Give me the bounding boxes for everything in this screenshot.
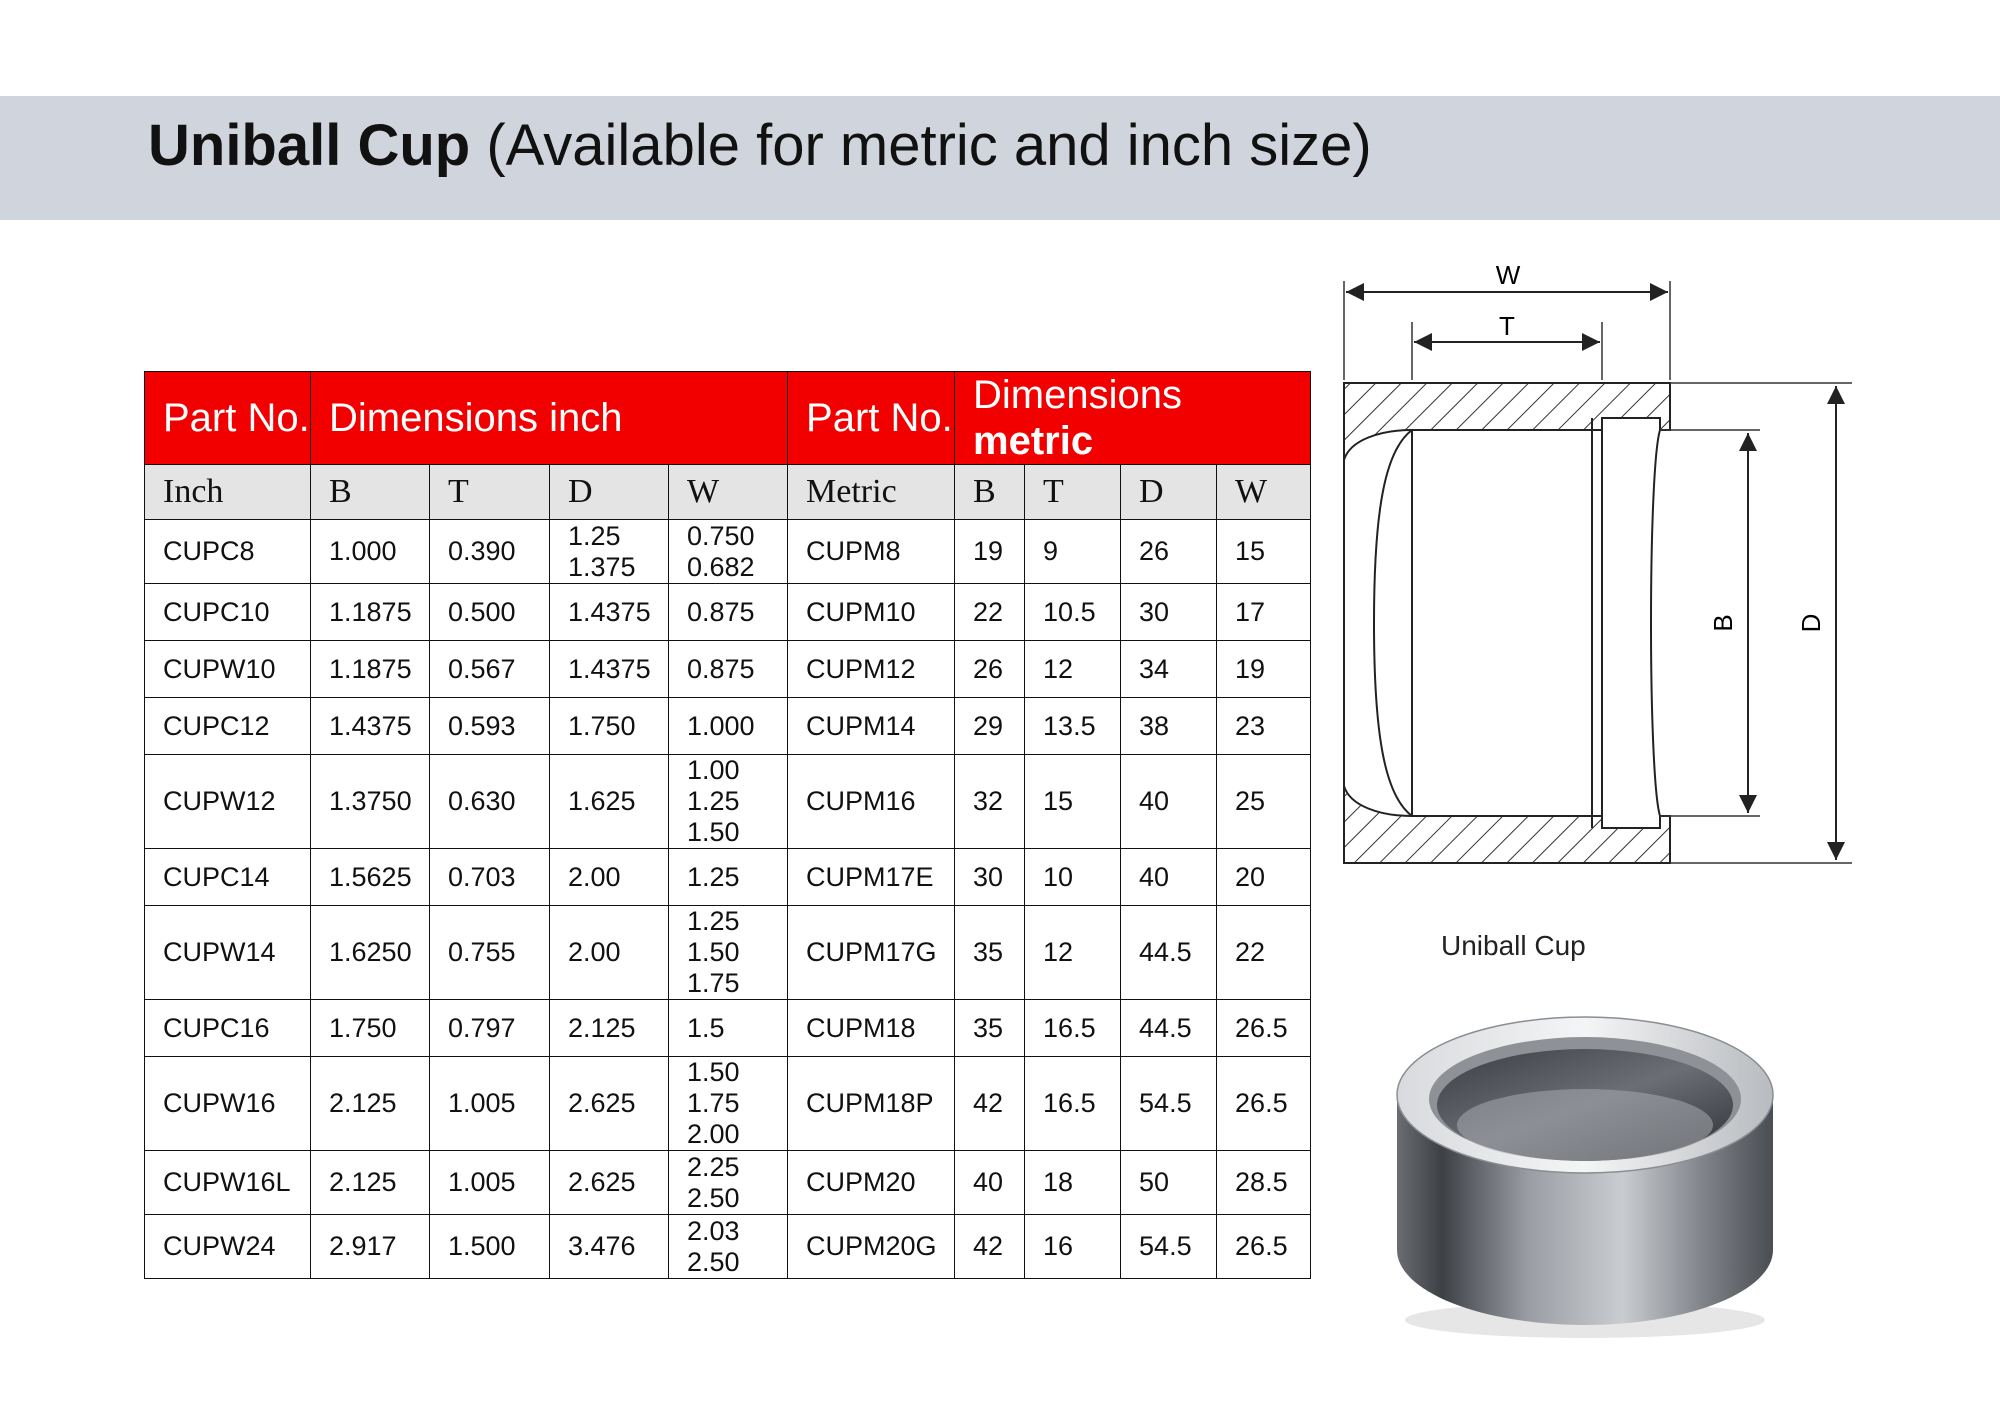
table-cell: 40: [1121, 849, 1217, 906]
table-row: [145, 698, 1311, 755]
col-header: Inch: [145, 465, 311, 520]
b-label: B: [1708, 614, 1738, 632]
table-cell: 2.125: [311, 1151, 430, 1215]
table-cell: 0.875: [669, 641, 788, 698]
table-cell: CUPC10: [145, 584, 311, 641]
table-cell: 1.625: [550, 755, 669, 849]
table-cell: 1.005: [430, 1151, 550, 1215]
group-header-row: [145, 372, 1311, 465]
table-cell: 0.630: [430, 755, 550, 849]
table-cell: CUPW16: [145, 1057, 311, 1151]
table-cell: 1.25 1.375: [550, 520, 669, 584]
table-cell: 50: [1121, 1151, 1217, 1215]
table-cell: CUPM18P: [788, 1057, 955, 1151]
table-cell: 28.5: [1217, 1151, 1311, 1215]
table-cell: CUPW14: [145, 906, 311, 1000]
table-cell: 2.125: [311, 1057, 430, 1151]
table-cell: CUPC12: [145, 698, 311, 755]
table-cell: 1.000: [669, 698, 788, 755]
col-header: B: [311, 465, 430, 520]
table-cell: 0.797: [430, 1000, 550, 1057]
table-cell: 54.5: [1121, 1215, 1217, 1279]
table-cell: 1.6250: [311, 906, 430, 1000]
table-cell: 0.755: [430, 906, 550, 1000]
table-cell: 1.750: [550, 698, 669, 755]
table-cell: 1.00 1.25 1.50: [669, 755, 788, 849]
table-cell: 1.750: [311, 1000, 430, 1057]
table-cell: CUPC8: [145, 520, 311, 584]
table-cell: 0.390: [430, 520, 550, 584]
table-cell: 2.917: [311, 1215, 430, 1279]
table-cell: 1.4375: [550, 641, 669, 698]
table-cell: 2.00: [550, 906, 669, 1000]
metric-dims-plain: Dimensions: [973, 373, 1182, 417]
table-cell: 25: [1217, 755, 1311, 849]
table-cell: 1.1875: [311, 584, 430, 641]
inch-part-header: Part No.: [145, 372, 311, 465]
table-cell: 40: [955, 1151, 1025, 1215]
metric-dims-header: [955, 372, 1311, 465]
table-cell: 23: [1217, 698, 1311, 755]
table-cell: 1.3750: [311, 755, 430, 849]
table-cell: 2.625: [550, 1151, 669, 1215]
metric-part-header: Part No.: [788, 372, 955, 465]
col-header: T: [430, 465, 550, 520]
table-cell: 3.476: [550, 1215, 669, 1279]
table-cell: 16.5: [1025, 1000, 1121, 1057]
col-header: D: [1121, 465, 1217, 520]
table-cell: 29: [955, 698, 1025, 755]
table-row: [145, 755, 1311, 849]
col-header: B: [955, 465, 1025, 520]
table-cell: CUPM17E: [788, 849, 955, 906]
table-cell: CUPM17G: [788, 906, 955, 1000]
table-row: [145, 641, 1311, 698]
table-cell: 15: [1217, 520, 1311, 584]
table-cell: 19: [955, 520, 1025, 584]
table-cell: 44.5: [1121, 1000, 1217, 1057]
table-cell: CUPM16: [788, 755, 955, 849]
table-cell: 20: [1217, 849, 1311, 906]
spec-table: [144, 371, 1311, 1279]
d-label: D: [1796, 613, 1826, 633]
col-header: Metric: [788, 465, 955, 520]
table-cell: 9: [1025, 520, 1121, 584]
table-row: [145, 1215, 1311, 1279]
table-cell: CUPM12: [788, 641, 955, 698]
table-cell: 38: [1121, 698, 1217, 755]
col-header: D: [550, 465, 669, 520]
table-cell: 30: [955, 849, 1025, 906]
table-cell: 2.25 2.50: [669, 1151, 788, 1215]
table-cell: CUPM10: [788, 584, 955, 641]
col-header: T: [1025, 465, 1121, 520]
table-cell: 0.500: [430, 584, 550, 641]
table-cell: 1.50 1.75 2.00: [669, 1057, 788, 1151]
table-cell: 1.4375: [550, 584, 669, 641]
table-cell: 26.5: [1217, 1000, 1311, 1057]
table-cell: 12: [1025, 641, 1121, 698]
table-body: [145, 520, 1311, 1279]
table-cell: CUPW12: [145, 755, 311, 849]
table-cell: CUPC16: [145, 1000, 311, 1057]
t-label: T: [1499, 311, 1515, 341]
table-cell: 18: [1025, 1151, 1121, 1215]
table-row: [145, 1057, 1311, 1151]
table-cell: CUPW16L: [145, 1151, 311, 1215]
table-cell: 34: [1121, 641, 1217, 698]
table-cell: 35: [955, 906, 1025, 1000]
table-cell: 26: [1121, 520, 1217, 584]
metric-dims-bold: metric: [973, 419, 1094, 463]
table-cell: 26.5: [1217, 1215, 1311, 1279]
table-cell: 16: [1025, 1215, 1121, 1279]
table-cell: 1.005: [430, 1057, 550, 1151]
table-row: [145, 1151, 1311, 1215]
table-cell: CUPM18: [788, 1000, 955, 1057]
table-cell: CUPM20: [788, 1151, 955, 1215]
table-cell: 13.5: [1025, 698, 1121, 755]
table-cell: CUPW24: [145, 1215, 311, 1279]
table-cell: CUPW10: [145, 641, 311, 698]
table-cell: 17: [1217, 584, 1311, 641]
table-cell: 42: [955, 1057, 1025, 1151]
table-cell: 1.1875: [311, 641, 430, 698]
table-cell: 1.5625: [311, 849, 430, 906]
column-header-row: [145, 465, 1311, 520]
table-cell: 0.567: [430, 641, 550, 698]
table-cell: 26: [955, 641, 1025, 698]
table-cell: 2.03 2.50: [669, 1215, 788, 1279]
table-row: [145, 584, 1311, 641]
col-header: W: [669, 465, 788, 520]
table-cell: 1.25: [669, 849, 788, 906]
table-cell: 16.5: [1025, 1057, 1121, 1151]
w-label: W: [1495, 260, 1521, 290]
table-cell: 2.625: [550, 1057, 669, 1151]
cross-section-drawing: [1330, 250, 1860, 890]
inch-dims-header: Dimensions inch: [311, 372, 788, 465]
table-cell: 22: [1217, 906, 1311, 1000]
table-cell: 2.00: [550, 849, 669, 906]
table-cell: 0.750 0.682: [669, 520, 788, 584]
table-row: [145, 1000, 1311, 1057]
table-row: [145, 906, 1311, 1000]
page-title: [148, 110, 1372, 182]
title-bold: Uniball Cup: [148, 113, 471, 178]
table-cell: 10: [1025, 849, 1121, 906]
table-cell: 1.25 1.50 1.75: [669, 906, 788, 1000]
table-cell: 35: [955, 1000, 1025, 1057]
table-cell: 0.593: [430, 698, 550, 755]
table-row: [145, 849, 1311, 906]
photo-label: Uniball Cup: [1441, 930, 1586, 961]
table-cell: 40: [1121, 755, 1217, 849]
table-cell: CUPM8: [788, 520, 955, 584]
table-cell: 26.5: [1217, 1057, 1311, 1151]
table-cell: 54.5: [1121, 1057, 1217, 1151]
table-cell: 2.125: [550, 1000, 669, 1057]
table-cell: 22: [955, 584, 1025, 641]
uniball-cup-photo: [1385, 985, 1785, 1345]
col-header: W: [1217, 465, 1311, 520]
table-cell: 1.4375: [311, 698, 430, 755]
title-rest: (Available for metric and inch size): [486, 113, 1372, 178]
table-row: [145, 520, 1311, 584]
table-cell: 42: [955, 1215, 1025, 1279]
table-cell: 32: [955, 755, 1025, 849]
table-cell: 30: [1121, 584, 1217, 641]
table-cell: CUPC14: [145, 849, 311, 906]
table-cell: 15: [1025, 755, 1121, 849]
table-cell: 1.500: [430, 1215, 550, 1279]
table-cell: CUPM14: [788, 698, 955, 755]
table-cell: 12: [1025, 906, 1121, 1000]
table-cell: CUPM20G: [788, 1215, 955, 1279]
table-cell: 1.5: [669, 1000, 788, 1057]
table-cell: 1.000: [311, 520, 430, 584]
table-cell: 19: [1217, 641, 1311, 698]
table-cell: 44.5: [1121, 906, 1217, 1000]
table-cell: 0.875: [669, 584, 788, 641]
table-cell: 0.703: [430, 849, 550, 906]
table-cell: 10.5: [1025, 584, 1121, 641]
